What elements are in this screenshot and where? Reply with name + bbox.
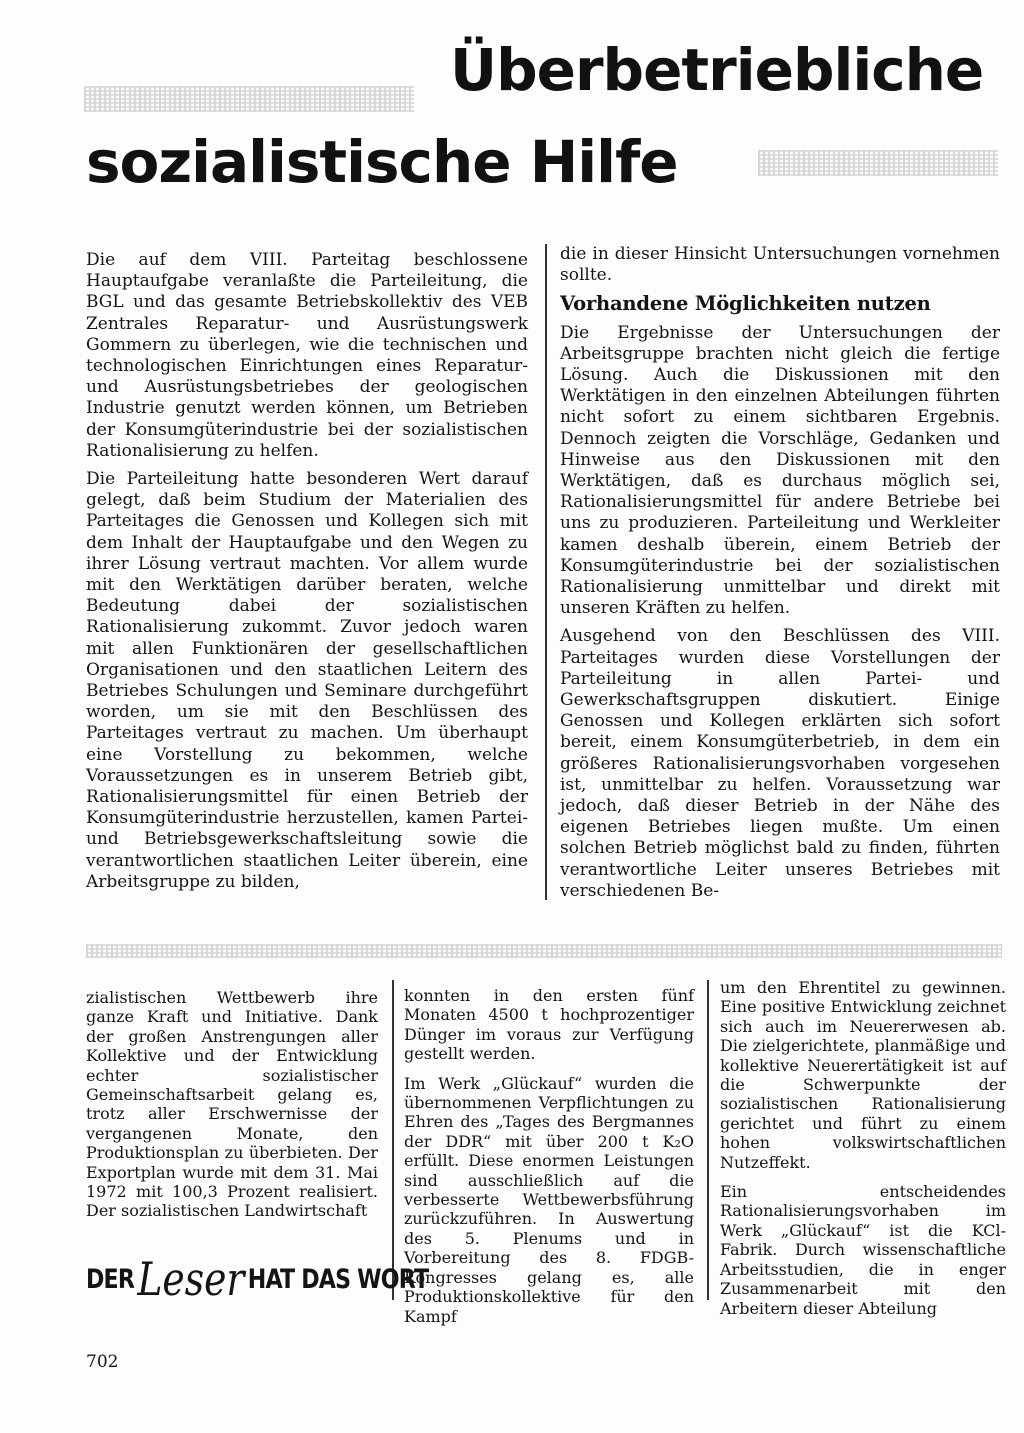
halftone-bar-top xyxy=(84,86,414,112)
article-paragraph: Die Ergebnisse der Untersuchungen der Arbeitsgruppe brachten nicht gleich die fertige Lösung. Auch die Diskussionen mit den Werktätigen in den einzelnen Abteilungen führten nicht sofort zu einem sichtbaren Ergebnis. Dennoch zeigten die Vorschläge, Gedanken und Hinweise aus den Diskussionen mit den Werktätigen, daß es durchaus möglich sei, Rationalisierungsmittel für andere Betriebe bei uns zu produzieren. Parteileitung und Werkleiter kamen deshalb überein, einem Betrieb der Konsumgüterindustrie bei der sozialistischen Rationalisierung unmittelbar und direkt mit unseren Kräften zu helfen. xyxy=(560,322,1000,619)
headline-line-1: Überbetriebliche xyxy=(450,36,984,104)
article-paragraph: Die Parteileitung hatte besonderen Wert darauf gelegt, daß beim Studium der Materialien des Parteitages die Genossen und Kollegen sich mit dem Inhalt der Hauptaufgabe und den Wegen zu ihrer Lösung vertraut machten. Vor allem wurde mit den Werktätigen darüber beraten, welche Bedeutung dabei der sozialistischen Rationalisierung zukommt. Zuvor jedoch waren mit allen Funktionären der gesellschaftlichen Organisationen und den staatlichen Leitern des Betriebes Schulungen und Seminare durchgeführt worden, um sie mit den Beschlüssen des Parteitages vertraut zu machen. Um überhaupt eine Vorstellung zu bekommen, welche Voraussetzungen es in unserem Betrieb gibt, Rationalisierungsmittel für einen Betrieb der Konsumgüterindustrie herzustellen, kamen Partei- und Betriebsgewerkschaftsleitung sowie die verantwortlichen staatlichen Leiter überein, eine Arbeitsgruppe zu bilden, xyxy=(86,469,528,892)
article-paragraph: die in dieser Hinsicht Untersuchungen vornehmen sollte. xyxy=(560,244,1000,286)
letters-paragraph: Ein entscheidendes Rationalisierungsvorhaben im Werk „Glückauf“ ist die KCl-Fabrik. Durch wissenschaftliche Arbeitsstudien, die in enger Zusammenarbeit mit den Arbeitern dieser Abteilung xyxy=(720,1182,1006,1318)
headline-line-2: sozialistische Hilfe xyxy=(86,128,678,196)
logo-word-left: DER xyxy=(86,1263,135,1295)
letters-paragraph: zialistischen Wettbewerb ihre ganze Kraft und Initiative. Dank der großen Anstrengungen aller Kollektive und der Entwicklung echter sozialistischer Gemeinschaftsarbeit gelang es, trotz aller Erschwernisse der vergangenen Monate, den Produktionsplan zu überbieten. Der Exportplan wurde mit dem 31. Mai 1972 mit 100,3 Prozent realisiert. Der sozialistischen Landwirtschaft xyxy=(86,988,378,1221)
letters-column-1 xyxy=(86,988,378,1231)
halftone-bar-middle xyxy=(86,944,1002,958)
article-paragraph: Die auf dem VIII. Parteitag beschlossene Hauptaufgabe veranlaßte die Parteileitung, die BGL und das gesamte Betriebskollektiv des VEB Zentrales Reparatur- und Ausrüstungswerk Gommern zu überlegen, wie die technischen und technologischen Einrichtungen eines Reparatur- und Ausrüstungsbetriebes der geologischen Industrie genutzt werden können, um Betrieben der Konsumgüterindustrie bei der sozialistischen Rationalisierung zu helfen. xyxy=(86,250,528,461)
letters-paragraph: um den Ehrentitel zu gewinnen. Eine positive Entwicklung zeichnet sich auch im Neuererwesen ab. Die zielgerichtete, planmäßige und kollektive Neuerertätigkeit ist auf die Schwerpunkte der sozialistischen Rationalisierung gerichtet und führt zu einem hohen volkswirtschaftlichen Nutzeffekt. xyxy=(720,978,1006,1172)
halftone-bar-right xyxy=(758,150,998,176)
article-column-2 xyxy=(560,244,1000,909)
letters-column-3 xyxy=(720,978,1006,1328)
page-number: 702 xyxy=(86,1352,119,1372)
column-divider xyxy=(392,980,394,1300)
column-divider xyxy=(545,244,547,900)
letters-paragraph: konnten in den ersten fünf Monaten 4500 t hochprozentiger Dünger im voraus zur Verfügung gestellt werden. xyxy=(404,986,694,1064)
reader-letters-logo xyxy=(86,1252,429,1306)
subheading: Vorhandene Möglichkeiten nutzen xyxy=(560,292,931,316)
article-paragraph: Ausgehend von den Beschlüssen des VIII. Parteitages wurden diese Vorstellungen der Parteileitung in allen Partei- und Gewerkschaftsgruppen diskutiert. Einige Genossen und Kollegen erklärten sich sofort bereit, einem Konsumgüterbetrieb, in dem ein größeres Rationalisierungsvorhaben vorgesehen ist, unmittelbar zu helfen. Voraussetzung war jedoch, daß dieser Betrieb in der Nähe des eigenen Betriebes liegen mußte. Um einen solchen Betrieb möglichst bald zu finden, führten verantwortliche Leiter unseres Betriebes mit verschiedenen Be- xyxy=(560,626,1000,901)
letters-paragraph: Im Werk „Glückauf“ wurden die übernommenen Verpflichtungen zu Ehren des „Tages des Bergmannes der DDR“ mit über 200 t K₂O erfüllt. Diese enormen Leistungen sind ausschließlich auf die verbesserte Wettbewerbsführung zurückzuführen. In Auswertung des 5. Plenums und in Vorbereitung des 8. FDGB-Kongresses gelang es, alle Produktionskollektive für den Kampf xyxy=(404,1073,694,1326)
article-column-1 xyxy=(86,250,528,900)
logo-script-word: Leser xyxy=(137,1252,245,1306)
column-divider xyxy=(707,980,709,1300)
logo-word-right: HAT DAS WORT xyxy=(247,1263,429,1295)
letters-column-2 xyxy=(404,986,694,1336)
